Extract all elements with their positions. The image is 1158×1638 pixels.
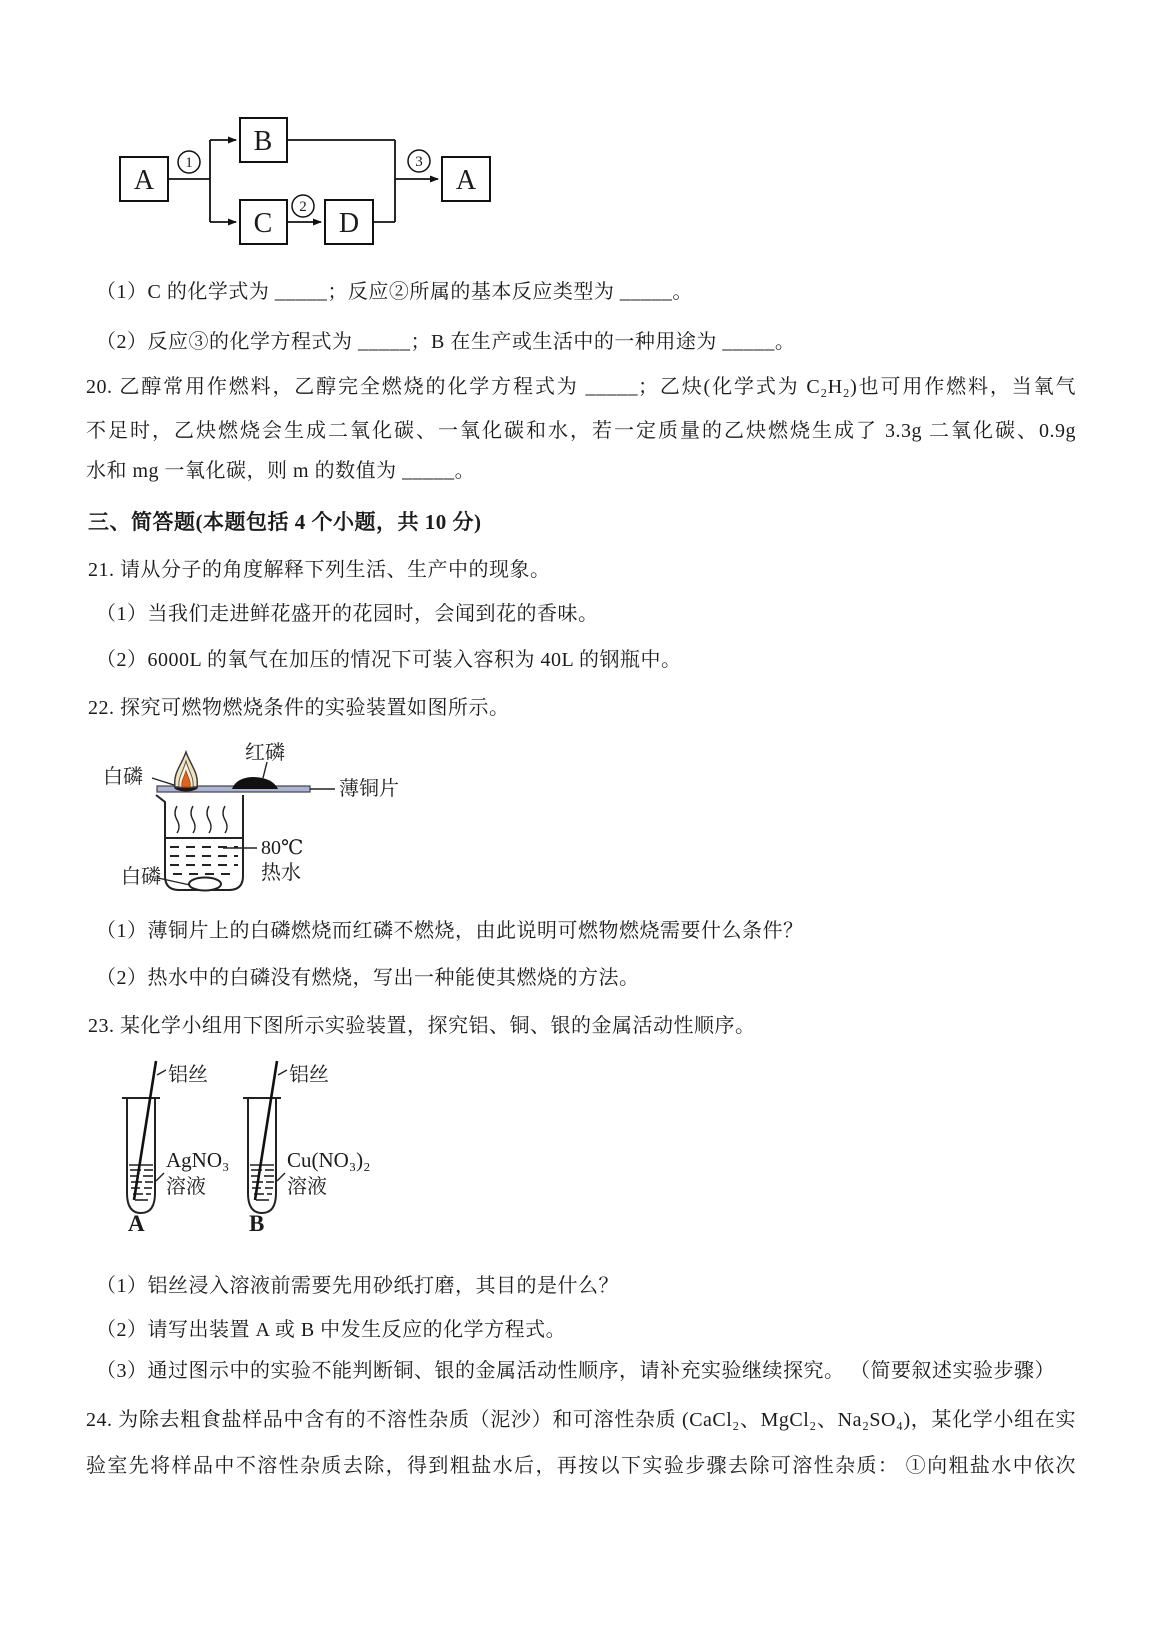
question-19-sub1: （1）C 的化学式为 _____；反应②所属的基本反应类型为 _____。 xyxy=(96,281,693,303)
tube-b-aluminum-wire xyxy=(255,1061,277,1200)
steam-wave-1 xyxy=(175,806,179,833)
copper-sheet-label: 薄铜片 xyxy=(339,778,399,800)
question-20-line3: 水和 mg 一氧化碳，则 m 的数值为 _____。 xyxy=(86,460,476,482)
combustion-experiment-diagram xyxy=(95,726,405,904)
reaction-flowchart-diagram xyxy=(90,95,510,255)
question-22-sub1: （1）薄铜片上的白磷燃烧而红磷不燃烧，由此说明可燃物燃烧需要什么条件？ xyxy=(96,920,804,942)
metal-activity-diagram xyxy=(98,1045,428,1240)
question-22: 22. 探究可燃物燃烧条件的实验装置如图所示。 xyxy=(88,697,510,719)
question-22-sub2: （2）热水中的白磷没有燃烧，写出一种能使其燃烧的方法。 xyxy=(96,967,640,989)
white-phosphorus-top-label: 白磷 xyxy=(103,766,143,788)
beaker-outline xyxy=(156,795,243,890)
question-21: 21. 请从分子的角度解释下列生活、生产中的现象。 xyxy=(88,559,551,581)
tube-a-bottom xyxy=(127,1193,155,1213)
question-20-line2: 不足时，乙炔燃烧会生成二氧化碳、一氧化碳和水，若一定质量的乙炔燃烧生成了 3.3g 二氧化碳、0.9g xyxy=(86,420,1076,442)
question-23-sub3: （3）通过图示中的实验不能判断铜、银的金属活动性顺序，请补充实验继续探究。 （简要叙述实验步骤） xyxy=(96,1360,1055,1382)
tube-a-aluminum-wire xyxy=(134,1061,156,1200)
white-phosphorus-bottom-label: 白磷 xyxy=(121,866,161,888)
box-b-label: B xyxy=(253,126,273,157)
question-23: 23. 某化学小组用下图所示实验装置，探究铝、铜、银的金属活动性顺序。 xyxy=(88,1015,756,1037)
white-phosphorus-underwater-blob xyxy=(189,878,221,891)
box-a-left-label: A xyxy=(133,165,155,196)
question-24-line2: 验室先将样品中不溶性杂质去除，得到粗盐水后，再按以下实验步骤去除可溶性杂质： ①向粗盐水中依次 xyxy=(86,1455,1076,1477)
step-3-number: 3 xyxy=(415,154,423,170)
question-24-line1: 24. 为除去粗食盐样品中含有的不溶性杂质（泥沙）和可溶性杂质 (CaCl₂、MgCl₂、Na₂SO₄)，某化学小组在实 xyxy=(86,1409,1076,1431)
step-2-number: 2 xyxy=(299,199,307,215)
question-21-sub2: （2）6000L 的氧气在加压的情况下可装入容积为 40L 的钢瓶中。 xyxy=(96,649,682,671)
box-d-label: D xyxy=(338,208,360,239)
question-21-sub1: （1）当我们走进鲜花盛开的花园时，会闻到花的香味。 xyxy=(96,603,599,625)
step-1-number: 1 xyxy=(185,155,193,171)
temperature-label: 80℃ xyxy=(261,837,304,859)
red-phosphorus-label: 红磷 xyxy=(245,742,285,764)
leader-red-phosphorus xyxy=(263,762,267,778)
leader-tube-a-wire xyxy=(157,1070,166,1075)
question-19-sub2: （2）反应③的化学方程式为 _____；B 在生产或生活中的一种用途为 _____。 xyxy=(96,331,796,353)
steam-wave-3 xyxy=(207,806,211,833)
box-a-right-label: A xyxy=(455,165,477,196)
red-phosphorus-blob xyxy=(232,777,278,789)
tube-b-letter: B xyxy=(249,1211,265,1236)
tube-b-wire-label: 铝丝 xyxy=(289,1064,329,1086)
question-23-sub1: （1）铝丝浸入溶液前需要先用砂纸打磨，其目的是什么？ xyxy=(96,1275,619,1297)
leader-white-phosphorus-top xyxy=(152,778,174,785)
tube-a-solution-formula: AgNO₃ xyxy=(166,1148,230,1172)
tube-b-solution-word: 溶液 xyxy=(287,1176,327,1198)
tube-b-bottom xyxy=(248,1193,276,1213)
tube-a-wire-label: 铝丝 xyxy=(168,1064,208,1086)
question-20-line1: 20. 乙醇常用作燃料，乙醇完全燃烧的化学方程式为 _____；乙炔(化学式为 C₂H₂)也可用作燃料，当氧气 xyxy=(86,376,1076,398)
section-3-heading: 三、简答题(本题包括 4 个小题，共 10 分) xyxy=(88,510,482,534)
leader-tube-b-wire xyxy=(278,1070,287,1075)
leader-tube-b-solution xyxy=(277,1173,285,1181)
leader-white-phosphorus-bottom xyxy=(158,878,190,885)
steam-wave-2 xyxy=(191,806,195,833)
tube-a-letter: A xyxy=(128,1211,145,1236)
leader-tube-a-solution xyxy=(156,1173,164,1181)
question-23-sub2: （2）请写出装置 A 或 B 中发生反应的化学方程式。 xyxy=(96,1319,567,1341)
hot-water-label: 热水 xyxy=(261,862,301,884)
steam-wave-4 xyxy=(223,806,227,833)
tube-a-solution-word: 溶液 xyxy=(166,1176,206,1198)
tube-b-solution-formula: Cu(NO₃)₂ xyxy=(287,1148,371,1172)
box-c-label: C xyxy=(253,208,273,239)
